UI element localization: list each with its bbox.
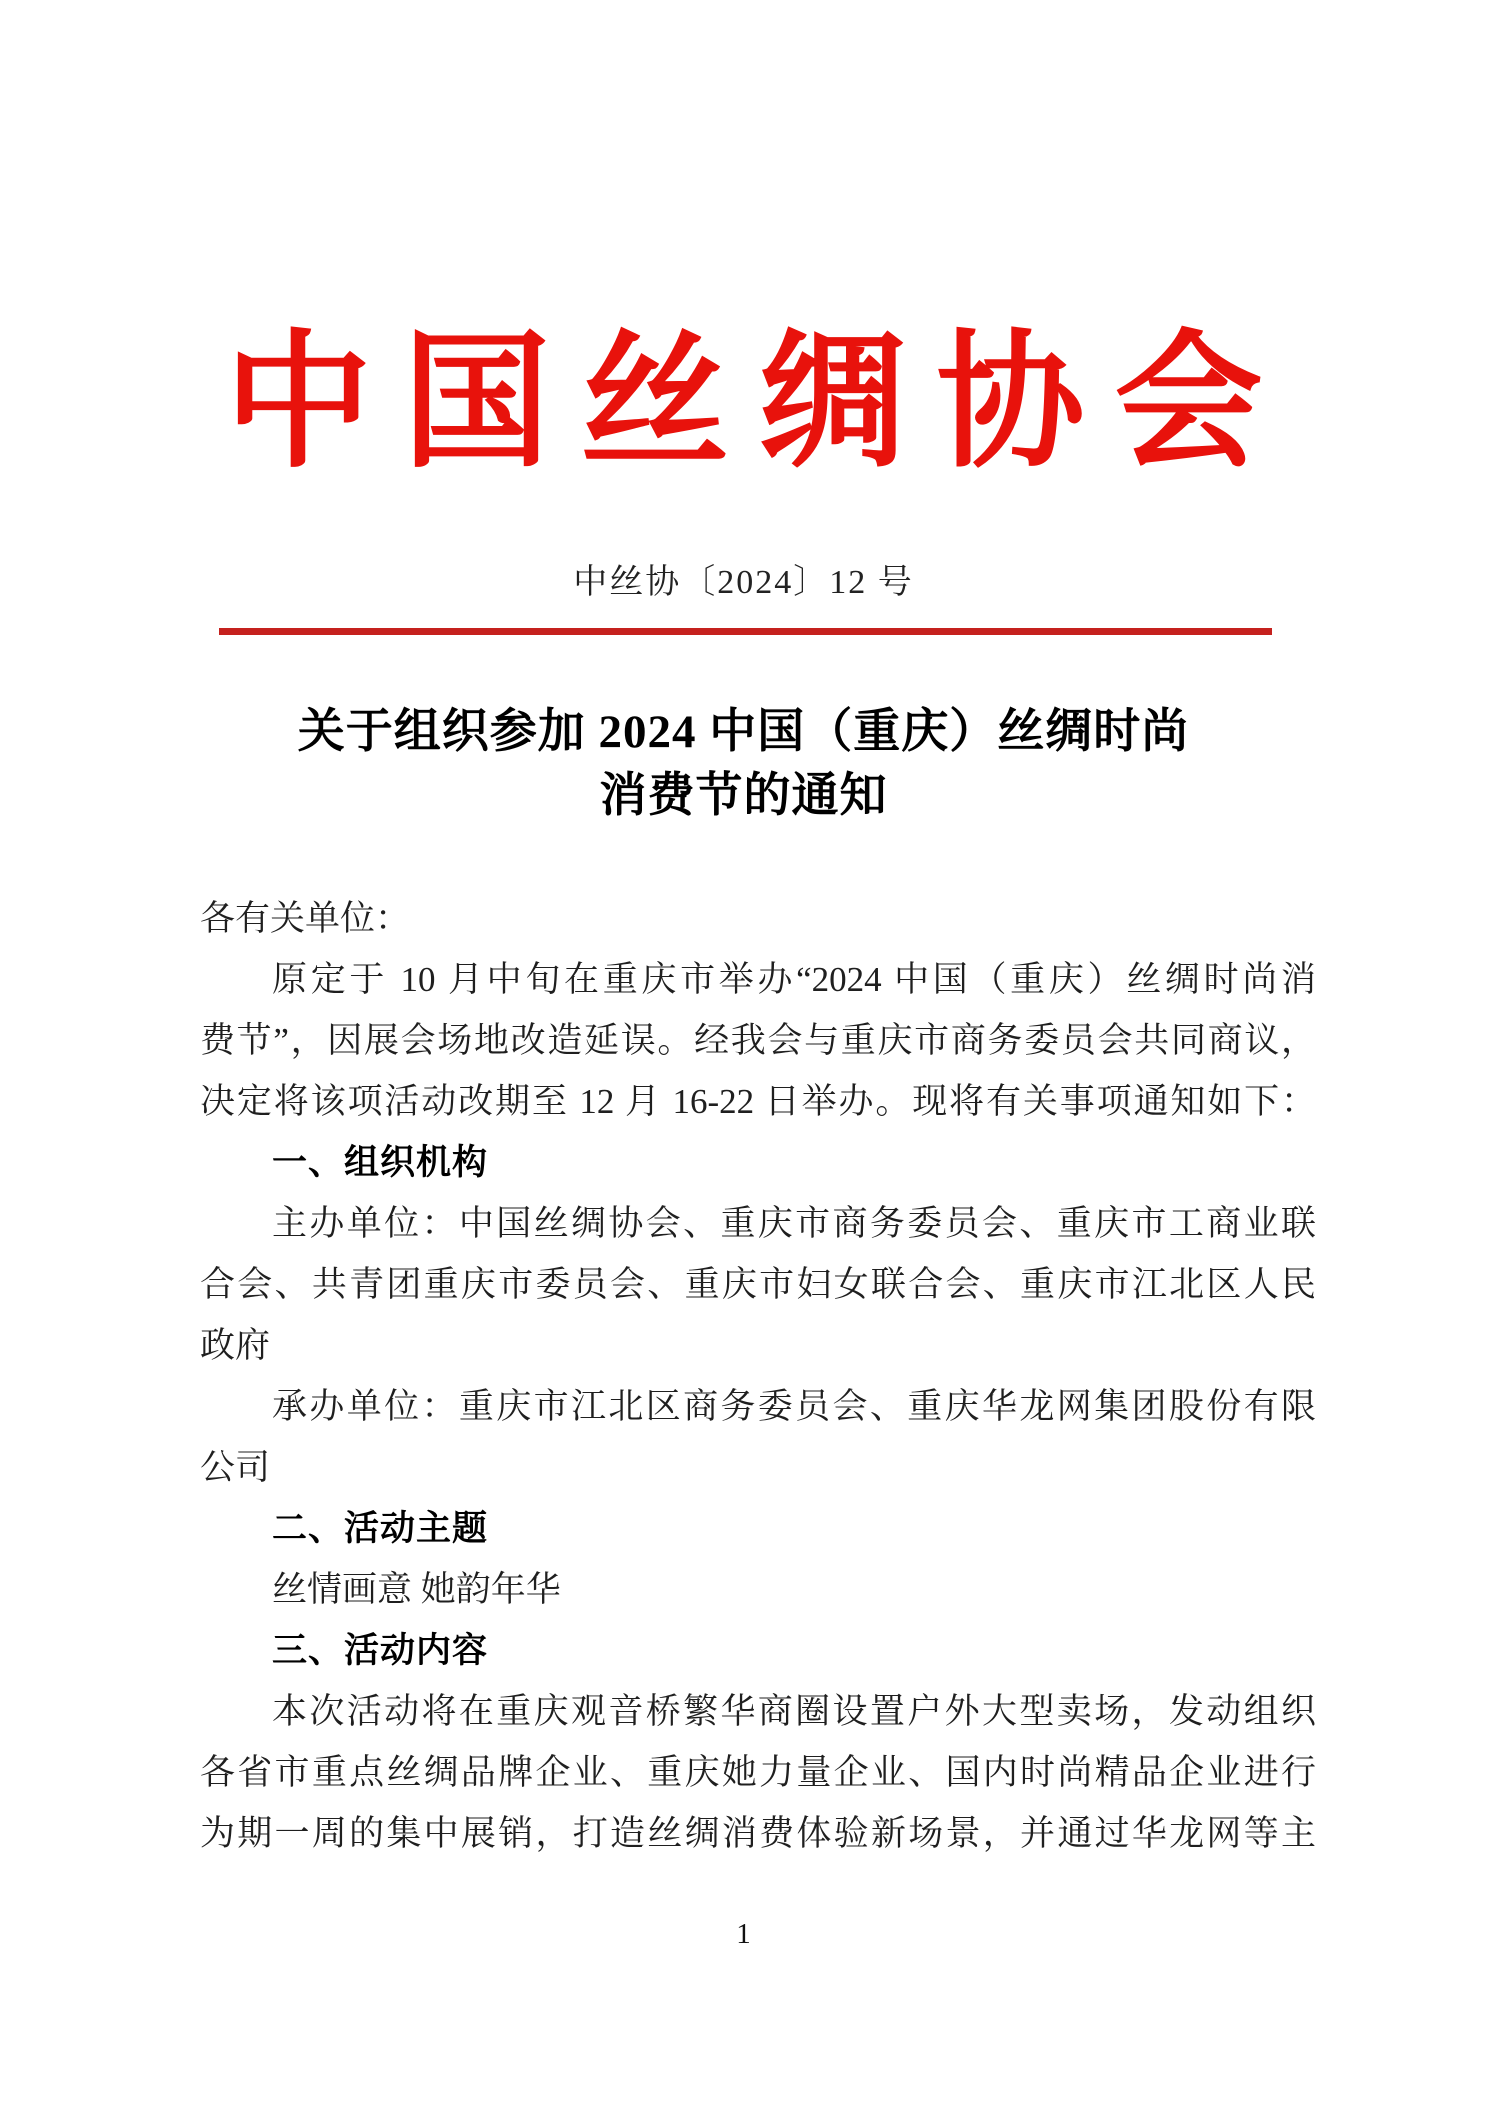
- org-masthead: 中国丝绸协会: [224, 322, 1293, 486]
- body-line: 公司: [200, 1448, 271, 1487]
- section-heading: 三、活动内容: [272, 1631, 489, 1670]
- section-heading: 一、组织机构: [272, 1143, 489, 1182]
- body-line: 政府: [200, 1326, 271, 1365]
- document-number: 中丝协〔2024〕12 号: [573, 564, 914, 601]
- body-line: 合会、共青团重庆市委员会、重庆市妇女联合会、重庆市江北区人民: [200, 1265, 1316, 1304]
- document-title-line-1: 关于组织参加 2024 中国（重庆）丝绸时尚: [297, 706, 1190, 758]
- body-line: 主办单位：中国丝绸协会、重庆市商务委员会、重庆市工商业联: [272, 1204, 1316, 1243]
- body-line: 承办单位：重庆市江北区商务委员会、重庆华龙网集团股份有限: [272, 1387, 1316, 1426]
- red-divider-rule: [219, 628, 1272, 635]
- body-line: 各省市重点丝绸品牌企业、重庆她力量企业、国内时尚精品企业进行: [200, 1753, 1316, 1792]
- document-title: [0, 700, 1487, 828]
- page-number: 1: [736, 1918, 751, 1950]
- body-line: 决定将该项活动改期至 12 月 16-22 日举办。现将有关事项通知如下：: [200, 1082, 1316, 1121]
- body-line: 丝情画意 她韵年华: [272, 1570, 561, 1609]
- section-heading: 二、活动主题: [272, 1509, 489, 1548]
- body-line: 费节”，因展会场地改造延误。经我会与重庆市商务委员会共同商议，: [200, 1021, 1316, 1060]
- body-line: 为期一周的集中展销，打造丝绸消费体验新场景，并通过华龙网等主: [200, 1814, 1316, 1853]
- document-title-line-2: 消费节的通知: [599, 770, 888, 822]
- body-line: 各有关单位：: [200, 899, 411, 938]
- body-line: 本次活动将在重庆观音桥繁华商圈设置户外大型卖场，发动组织: [272, 1692, 1316, 1731]
- body-text: [200, 888, 1316, 1864]
- body-line: 原定于 10 月中旬在重庆市举办“2024 中国（重庆）丝绸时尚消: [272, 960, 1316, 999]
